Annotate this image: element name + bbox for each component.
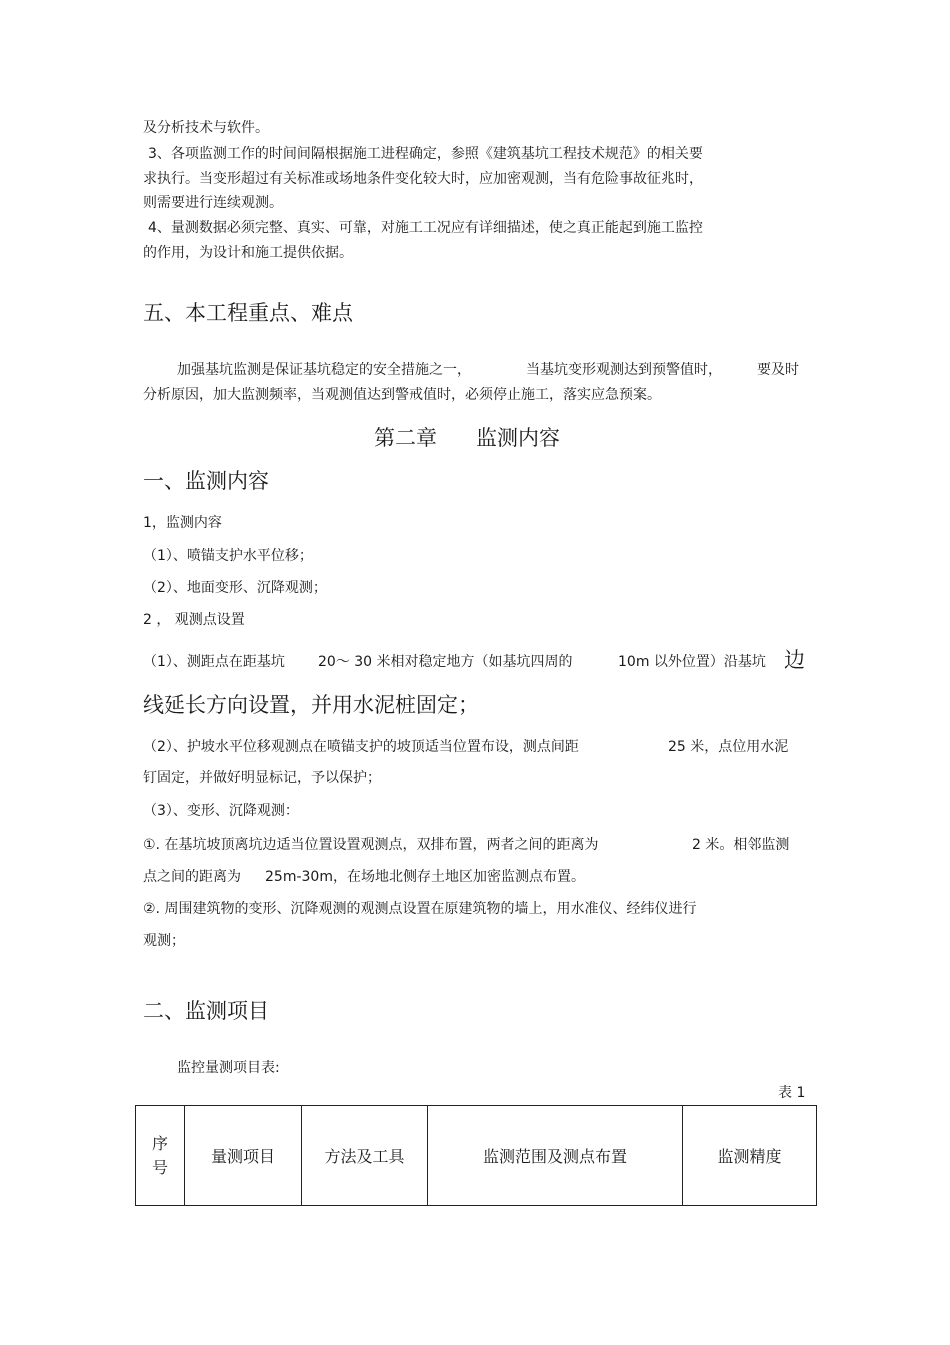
- text-line: 的作用，为设计和施工提供依据。: [143, 245, 353, 261]
- section-heading: 二、监测项目: [143, 999, 269, 1023]
- table-intro: 监控量测项目表:: [177, 1060, 280, 1076]
- chapter-title: 监测内容: [476, 426, 560, 450]
- table-header-cell: 监测范围及测点布置: [428, 1106, 683, 1206]
- text-line: 则需要进行连续观测。: [143, 195, 283, 211]
- text-fragment: （2）、护坡水平位移观测点在喷锚支护的坡顶适当位置布设，测点间距: [143, 739, 579, 755]
- text-fragment: （1）、测距点在距基坑: [143, 654, 285, 670]
- text-fragment: ①. 在基坑坡顶离坑边适当位置设置观测点，双排布置，两者之间的距离为: [143, 837, 599, 853]
- text-fragment: 要及时: [757, 362, 799, 378]
- text-line: 3、各项监测工作的时间间隔根据施工进程确定，参照《建筑基坑工程技术规范》的相关要: [148, 146, 703, 162]
- text-fragment: 点之间的距离为: [143, 869, 241, 885]
- text-line: 线延长方向设置，并用水泥桩固定；: [143, 693, 479, 717]
- text-line: （3）、变形、沉降观测：: [143, 803, 299, 819]
- text-fragment: 20～ 30 米相对稳定地方（如基坑四周的: [318, 654, 573, 670]
- text-fragment: 边: [784, 648, 805, 672]
- table-header-row: [136, 1106, 817, 1206]
- section-heading: 五、本工程重点、难点: [143, 301, 353, 325]
- text-fragment: 10m 以外位置）沿基坑: [618, 654, 766, 670]
- text-line: （1）、喷锚支护水平位移；: [143, 548, 313, 564]
- table-header-cell: 方法及工具: [302, 1106, 428, 1206]
- table-label: 表 1: [778, 1085, 806, 1101]
- text-line: 及分析技术与软件。: [143, 120, 269, 136]
- text-line: 1，监测内容: [143, 515, 222, 531]
- section-heading: 一、监测内容: [143, 469, 269, 493]
- text-line: ②. 周围建筑物的变形、沉降观测的观测点设置在原建筑物的墙上，用水准仪、经纬仪进行: [143, 901, 697, 917]
- text-fragment: 当基坑变形观测达到预警值时，: [526, 362, 722, 378]
- text-line: 4、量测数据必须完整、真实、可靠，对施工工况应有详细描述，使之真正能起到施工监控: [148, 220, 703, 236]
- text-line: 观测；: [143, 933, 185, 949]
- chapter-number: 第二章: [374, 426, 437, 450]
- table-header-cell: 量测项目: [185, 1106, 302, 1206]
- text-line: 求执行。当变形超过有关标准或场地条件变化较大时，应加密观测，当有危险事故征兆时，: [143, 171, 703, 187]
- text-line: （2）、地面变形、沉降观测；: [143, 580, 327, 596]
- text-fragment: 加强基坑监测是保证基坑稳定的安全措施之一，: [177, 362, 471, 378]
- table-header-cell: 监测精度: [683, 1106, 817, 1206]
- table-header-cell: 序 号: [136, 1106, 185, 1206]
- text-line: 2 ， 观测点设置: [143, 612, 245, 628]
- text-fragment: 2 米。相邻监测: [692, 837, 790, 853]
- text-fragment: 25m-30m，在场地北侧存土地区加密监测点布置。: [265, 869, 585, 885]
- text-line: 分析原因，加大监测频率，当观测值达到警戒值时，必须停止施工，落实应急预案。: [143, 387, 661, 403]
- text-fragment: 25 米，点位用水泥: [668, 739, 789, 755]
- monitoring-items-table: [135, 1105, 817, 1206]
- text-line: 钉固定，并做好明显标记，予以保护；: [143, 770, 381, 786]
